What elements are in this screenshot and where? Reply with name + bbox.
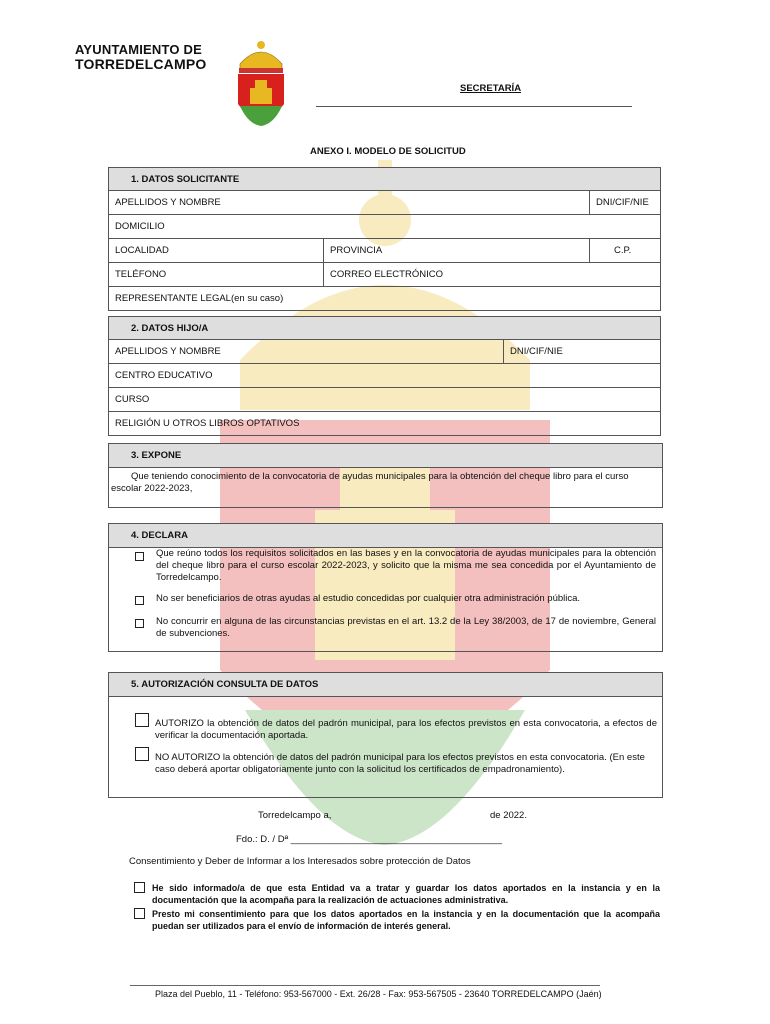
expone-text: Que teniendo conocimiento de la convocatoria de ayudas municipales para la obtención del cheque libro para el curso escolar 2022-2023, [111,471,629,494]
consent-item-1: He sido informado/a de que esta Entidad va a tratar y guardar los datos aportados en la instancia y en la documentación que la acompaña para la realización de actuaciones administrativa. [152,883,660,905]
no-autorizo-checkbox[interactable] [135,747,149,761]
applicant-address-field[interactable]: DOMICILIO [109,215,661,239]
consent-heading: Consentimiento y Deber de Informar a los Interesados sobre protección de Datos [129,856,471,867]
no-autorizo-text: NO AUTORIZO la obtención de datos del padrón municipal para los efectos previstos en esta convocatoria. (En este caso deberá aportar obligatoriamente junto con la solicitud los certificados de empadronamiento). [155,752,645,775]
org-name-line2: TORREDELCAMPO [75,56,207,72]
applicant-phone-field[interactable]: TELÉFONO [109,263,324,287]
footer-address: Plaza del Pueblo, 11 - Teléfono: 953-567000 - Ext. 26/28 - Fax: 953-567505 - 23640 TORREDELCAMPO (Jaén) [155,989,602,999]
consent-checkbox-1[interactable] [134,882,145,893]
child-course-field[interactable]: CURSO [109,388,661,412]
department-rule [316,106,632,107]
applicant-representative-field[interactable]: REPRESENTANTE LEGAL(en su caso) [109,287,661,311]
org-name [75,42,206,72]
child-school-field[interactable]: CENTRO EDUCATIVO [109,364,661,388]
footer-rule [130,985,600,986]
declara-item-3: No concurrir en alguna de las circunstancias previstas en el art. 13.2 de la Ley 38/2003, de 17 de noviembre, General de subvenciones. [156,616,656,639]
section-child [108,316,661,436]
declara-item-2: No ser beneficiarios de otras ayudas al estudio concedidas por cualquier otra administración pública. [156,593,581,604]
section-1-title: 1. DATOS SOLICITANTE [109,168,661,191]
autorizo-checkbox[interactable] [135,713,149,727]
consent-checkbox-2[interactable] [134,908,145,919]
coat-of-arms-logo [234,40,288,128]
child-religion-field[interactable]: RELIGIÓN U OTROS LIBROS OPTATIVOS [109,412,661,436]
section-declara [108,523,663,652]
section-expone [108,443,663,508]
child-dni-field[interactable]: DNI/CIF/NIE [504,340,661,364]
annex-title: ANEXO I. MODELO DE SOLICITUD [310,146,466,157]
department-title: SECRETARÍA [460,83,522,94]
section-4-title: 4. DECLARA [109,524,662,548]
applicant-email-field[interactable]: CORREO ELECTRÓNICO [324,263,661,287]
applicant-dni-field[interactable]: DNI/CIF/NIE [590,191,661,215]
signature-line[interactable]: Fdo.: D. / Dª ________________________________________ [236,834,503,845]
signature-year: de 2022. [490,810,527,821]
section-autorizacion [108,672,663,798]
applicant-name-field[interactable]: APELLIDOS Y NOMBRE [109,191,590,215]
declara-checkbox-2[interactable] [135,596,144,605]
section-3-title: 3. EXPONE [109,444,662,468]
section-5-title: 5. AUTORIZACIÓN CONSULTA DE DATOS [109,673,662,697]
applicant-city-field[interactable]: LOCALIDAD [109,239,324,263]
section-applicant [108,167,661,311]
org-name-line1: AYUNTAMIENTO DE [75,42,202,57]
autorizo-text: AUTORIZO la obtención de datos del padrón municipal, para los efectos previstos en esta convocatoria, a efectos de verificar la documentación aportada. [155,718,657,741]
declara-checkbox-1[interactable] [135,552,144,561]
signature-place: Torredelcampo a, [258,810,332,821]
child-name-field[interactable]: APELLIDOS Y NOMBRE [109,340,504,364]
declara-item-1: Que reúno todos los requisitos solicitados en las bases y en la convocatoria de ayudas municipales para la obtención del cheque libro para el curso escolar 2022-2023, y solicito que la misma me sea concedida por el Ayuntamiento de Torredelcampo. [156,548,656,583]
applicant-postcode-field[interactable]: C.P. [590,239,661,263]
section-2-title: 2. DATOS HIJO/A [109,317,661,340]
consent-item-2: Presto mi consentimiento para que los datos aportados en la instancia y en la documentación que la acompaña puedan ser utilizados para el envío de información de interés general. [152,909,660,931]
applicant-province-field[interactable]: PROVINCIA [324,239,590,263]
declara-checkbox-3[interactable] [135,619,144,628]
